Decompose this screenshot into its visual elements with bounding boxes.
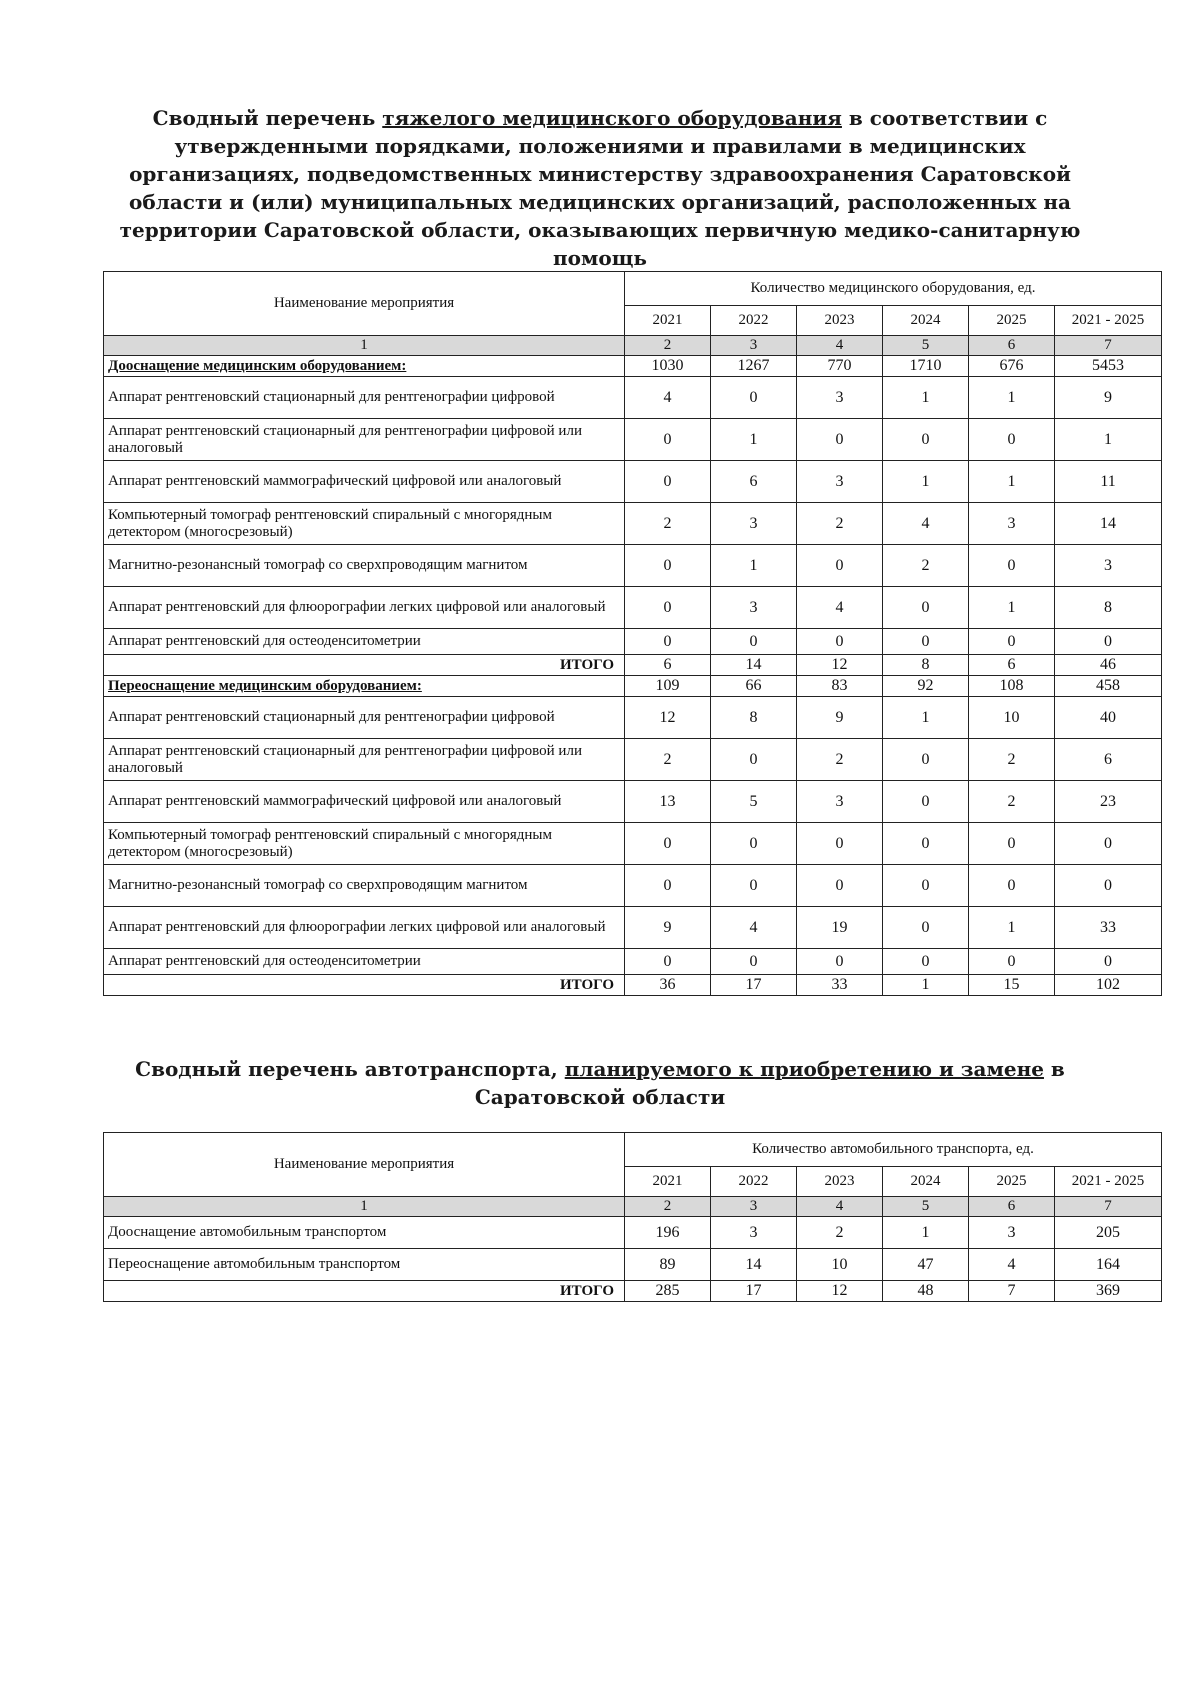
row-value: 14 (1055, 503, 1162, 545)
transport-list-title (100, 1055, 1100, 1111)
row-value: 1710 (883, 356, 969, 377)
row-value: 2 (969, 781, 1055, 823)
row-value: 1 (883, 975, 969, 996)
row-value: 2 (969, 739, 1055, 781)
row-value: 1 (711, 419, 797, 461)
total-row (104, 975, 1162, 996)
row-name: Аппарат рентгеновский стационарный для рентгенографии цифровой (104, 697, 625, 739)
row-name: Аппарат рентгеновский стационарный для рентгенографии цифровой или аналоговый (104, 739, 625, 781)
total-row (104, 655, 1162, 676)
row-value: 0 (625, 545, 711, 587)
column-index: 5 (883, 336, 969, 356)
row-value: 5 (711, 781, 797, 823)
row-value: 0 (711, 823, 797, 865)
table-row (104, 503, 1162, 545)
row-value: 6 (711, 461, 797, 503)
row-value: 9 (625, 907, 711, 949)
title-underlined: тяжелого медицинского оборудования (382, 106, 842, 130)
row-value: 1030 (625, 356, 711, 377)
row-value: 0 (969, 629, 1055, 655)
row-value: 1 (711, 545, 797, 587)
row-value: 0 (883, 781, 969, 823)
row-value: 4 (969, 1249, 1055, 1281)
row-name: Переоснащение автомобильным транспортом (104, 1249, 625, 1281)
year-header: 2021 (625, 306, 711, 336)
row-name: ИТОГО (104, 1281, 625, 1302)
table-row (104, 823, 1162, 865)
row-value: 3 (711, 503, 797, 545)
column-index-row (104, 1197, 1162, 1217)
year-header: 2024 (883, 306, 969, 336)
column-index-row (104, 336, 1162, 356)
row-value: 4 (797, 587, 883, 629)
row-value: 0 (797, 419, 883, 461)
column-index: 7 (1055, 336, 1162, 356)
row-value: 0 (883, 739, 969, 781)
row-value: 0 (625, 461, 711, 503)
row-value: 2 (797, 1217, 883, 1249)
table-row (104, 1217, 1162, 1249)
row-value: 1267 (711, 356, 797, 377)
row-value: 3 (969, 1217, 1055, 1249)
row-value: 0 (797, 629, 883, 655)
row-value: 0 (883, 419, 969, 461)
row-value: 2 (625, 503, 711, 545)
title-part-1: Сводный перечень (152, 106, 383, 130)
row-name: Магнитно-резонансный томограф со сверхпроводящим магнитом (104, 545, 625, 587)
row-value: 0 (883, 949, 969, 975)
row-value: 458 (1055, 676, 1162, 697)
row-value: 92 (883, 676, 969, 697)
title-part-2: в соответствии с утвержденными порядками, положениями и правилами в медицинских организациях, подведомственных министерству здравоохранения Саратовской области и (или) муниципальных медицинских организаций, расположенных на территории Саратовской области, оказывающих первичную медико-санитарную помощь (119, 106, 1081, 270)
row-value: 369 (1055, 1281, 1162, 1302)
row-name: Компьютерный томограф рентгеновский спиральный с многорядным детектором (многосрезовый) (104, 823, 625, 865)
row-value: 3 (1055, 545, 1162, 587)
column-index: 5 (883, 1197, 969, 1217)
row-value: 33 (797, 975, 883, 996)
year-header: 2025 (969, 1167, 1055, 1197)
column-index: 1 (104, 1197, 625, 1217)
row-value: 3 (797, 377, 883, 419)
row-name: Переоснащение медицинским оборудованием: (104, 676, 625, 697)
equipment-list-title (100, 104, 1100, 272)
row-value: 6 (625, 655, 711, 676)
row-value: 0 (969, 865, 1055, 907)
row-value: 17 (711, 975, 797, 996)
title-part-2: в Саратовской области (474, 1057, 1065, 1109)
row-name: ИТОГО (104, 655, 625, 676)
section-row (104, 356, 1162, 377)
row-value: 0 (625, 629, 711, 655)
column-index: 4 (797, 1197, 883, 1217)
row-value: 0 (883, 865, 969, 907)
table-row (104, 587, 1162, 629)
row-value: 0 (883, 907, 969, 949)
row-value: 3 (969, 503, 1055, 545)
row-value: 0 (625, 587, 711, 629)
row-name: Аппарат рентгеновский маммографический цифровой или аналоговый (104, 461, 625, 503)
table-row (104, 377, 1162, 419)
column-index: 1 (104, 336, 625, 356)
column-index: 3 (711, 1197, 797, 1217)
row-value: 14 (711, 1249, 797, 1281)
column-index: 3 (711, 336, 797, 356)
row-value: 0 (1055, 949, 1162, 975)
row-value: 89 (625, 1249, 711, 1281)
row-value: 2 (797, 739, 883, 781)
row-value: 0 (883, 823, 969, 865)
row-value: 3 (711, 587, 797, 629)
row-value: 0 (1055, 823, 1162, 865)
row-value: 3 (711, 1217, 797, 1249)
row-value: 66 (711, 676, 797, 697)
row-value: 4 (711, 907, 797, 949)
year-header: 2024 (883, 1167, 969, 1197)
row-value: 196 (625, 1217, 711, 1249)
row-value: 6 (969, 655, 1055, 676)
year-header: 2025 (969, 306, 1055, 336)
row-value: 14 (711, 655, 797, 676)
row-value: 36 (625, 975, 711, 996)
header-row (104, 1133, 1162, 1167)
row-value: 2 (883, 545, 969, 587)
row-value: 9 (797, 697, 883, 739)
row-value: 7 (969, 1281, 1055, 1302)
row-value: 1 (1055, 419, 1162, 461)
row-value: 9 (1055, 377, 1162, 419)
row-name: ИТОГО (104, 975, 625, 996)
title-underlined: планируемого к приобретению и замене (564, 1057, 1044, 1081)
table-row (104, 629, 1162, 655)
table-row (104, 739, 1162, 781)
row-value: 0 (797, 545, 883, 587)
column-index: 6 (969, 336, 1055, 356)
column-index: 7 (1055, 1197, 1162, 1217)
row-value: 10 (797, 1249, 883, 1281)
row-value: 1 (883, 697, 969, 739)
row-value: 0 (711, 629, 797, 655)
row-value: 1 (883, 461, 969, 503)
row-value: 47 (883, 1249, 969, 1281)
row-value: 11 (1055, 461, 1162, 503)
row-value: 1 (969, 907, 1055, 949)
table-row (104, 1249, 1162, 1281)
year-header: 2023 (797, 1167, 883, 1197)
row-value: 8 (1055, 587, 1162, 629)
row-name: Дооснащение автомобильным транспортом (104, 1217, 625, 1249)
row-value: 0 (711, 865, 797, 907)
row-value: 8 (711, 697, 797, 739)
row-value: 2 (797, 503, 883, 545)
row-value: 48 (883, 1281, 969, 1302)
row-value: 0 (1055, 865, 1162, 907)
year-header: 2021 - 2025 (1055, 1167, 1162, 1197)
row-value: 13 (625, 781, 711, 823)
year-header: 2023 (797, 306, 883, 336)
total-row (104, 1281, 1162, 1302)
row-value: 0 (883, 587, 969, 629)
row-value: 12 (797, 1281, 883, 1302)
row-value: 0 (969, 419, 1055, 461)
row-value: 8 (883, 655, 969, 676)
row-name: Аппарат рентгеновский стационарный для рентгенографии цифровой или аналоговый (104, 419, 625, 461)
row-value: 0 (969, 823, 1055, 865)
row-value: 1 (969, 377, 1055, 419)
table-row (104, 781, 1162, 823)
table-row (104, 419, 1162, 461)
row-value: 0 (1055, 629, 1162, 655)
year-header: 2022 (711, 1167, 797, 1197)
row-value: 12 (625, 697, 711, 739)
column-header-quantity: Количество медицинского оборудования, ед. (625, 272, 1162, 306)
row-value: 23 (1055, 781, 1162, 823)
row-value: 1 (969, 461, 1055, 503)
row-value: 0 (797, 865, 883, 907)
row-value: 102 (1055, 975, 1162, 996)
row-value: 0 (711, 949, 797, 975)
row-value: 0 (625, 419, 711, 461)
equipment-table (103, 271, 1162, 996)
row-value: 108 (969, 676, 1055, 697)
column-header-name: Наименование мероприятия (104, 1133, 625, 1197)
row-value: 0 (711, 377, 797, 419)
header-row (104, 272, 1162, 306)
row-value: 3 (797, 781, 883, 823)
row-value: 0 (969, 949, 1055, 975)
row-value: 770 (797, 356, 883, 377)
table-row (104, 865, 1162, 907)
row-name: Аппарат рентгеновский для остеоденситометрии (104, 949, 625, 975)
title-part-1: Сводный перечень автотранспорта, (135, 1057, 565, 1081)
row-value: 205 (1055, 1217, 1162, 1249)
row-value: 676 (969, 356, 1055, 377)
row-value: 164 (1055, 1249, 1162, 1281)
row-name: Аппарат рентгеновский стационарный для рентгенографии цифровой (104, 377, 625, 419)
row-value: 40 (1055, 697, 1162, 739)
section-row (104, 676, 1162, 697)
row-value: 83 (797, 676, 883, 697)
row-value: 1 (883, 377, 969, 419)
row-value: 4 (883, 503, 969, 545)
row-value: 17 (711, 1281, 797, 1302)
row-value: 0 (625, 823, 711, 865)
year-header: 2021 (625, 1167, 711, 1197)
row-value: 0 (883, 629, 969, 655)
row-name: Аппарат рентгеновский для флюорографии легких цифровой или аналоговый (104, 907, 625, 949)
row-value: 0 (797, 823, 883, 865)
row-value: 1 (883, 1217, 969, 1249)
row-name: Аппарат рентгеновский маммографический цифровой или аналоговый (104, 781, 625, 823)
row-value: 3 (797, 461, 883, 503)
year-header: 2021 - 2025 (1055, 306, 1162, 336)
row-name: Дооснащение медицинским оборудованием: (104, 356, 625, 377)
row-value: 109 (625, 676, 711, 697)
column-index: 4 (797, 336, 883, 356)
row-name: Магнитно-резонансный томограф со сверхпроводящим магнитом (104, 865, 625, 907)
row-value: 0 (969, 545, 1055, 587)
table-row (104, 907, 1162, 949)
row-value: 5453 (1055, 356, 1162, 377)
row-value: 1 (969, 587, 1055, 629)
row-value: 33 (1055, 907, 1162, 949)
row-value: 12 (797, 655, 883, 676)
row-value: 10 (969, 697, 1055, 739)
row-value: 46 (1055, 655, 1162, 676)
row-value: 0 (625, 865, 711, 907)
column-header-quantity: Количество автомобильного транспорта, ед. (625, 1133, 1162, 1167)
column-index: 6 (969, 1197, 1055, 1217)
row-value: 19 (797, 907, 883, 949)
row-value: 6 (1055, 739, 1162, 781)
year-header: 2022 (711, 306, 797, 336)
table-row (104, 545, 1162, 587)
row-value: 0 (797, 949, 883, 975)
row-value: 15 (969, 975, 1055, 996)
row-name: Аппарат рентгеновский для остеоденситометрии (104, 629, 625, 655)
column-index: 2 (625, 1197, 711, 1217)
table-row (104, 949, 1162, 975)
table-row (104, 697, 1162, 739)
row-value: 4 (625, 377, 711, 419)
column-header-name: Наименование мероприятия (104, 272, 625, 336)
row-name: Аппарат рентгеновский для флюорографии легких цифровой или аналоговый (104, 587, 625, 629)
column-index: 2 (625, 336, 711, 356)
transport-table (103, 1132, 1162, 1302)
row-value: 0 (625, 949, 711, 975)
row-value: 285 (625, 1281, 711, 1302)
row-value: 0 (711, 739, 797, 781)
row-value: 2 (625, 739, 711, 781)
table-row (104, 461, 1162, 503)
row-name: Компьютерный томограф рентгеновский спиральный с многорядным детектором (многосрезовый) (104, 503, 625, 545)
